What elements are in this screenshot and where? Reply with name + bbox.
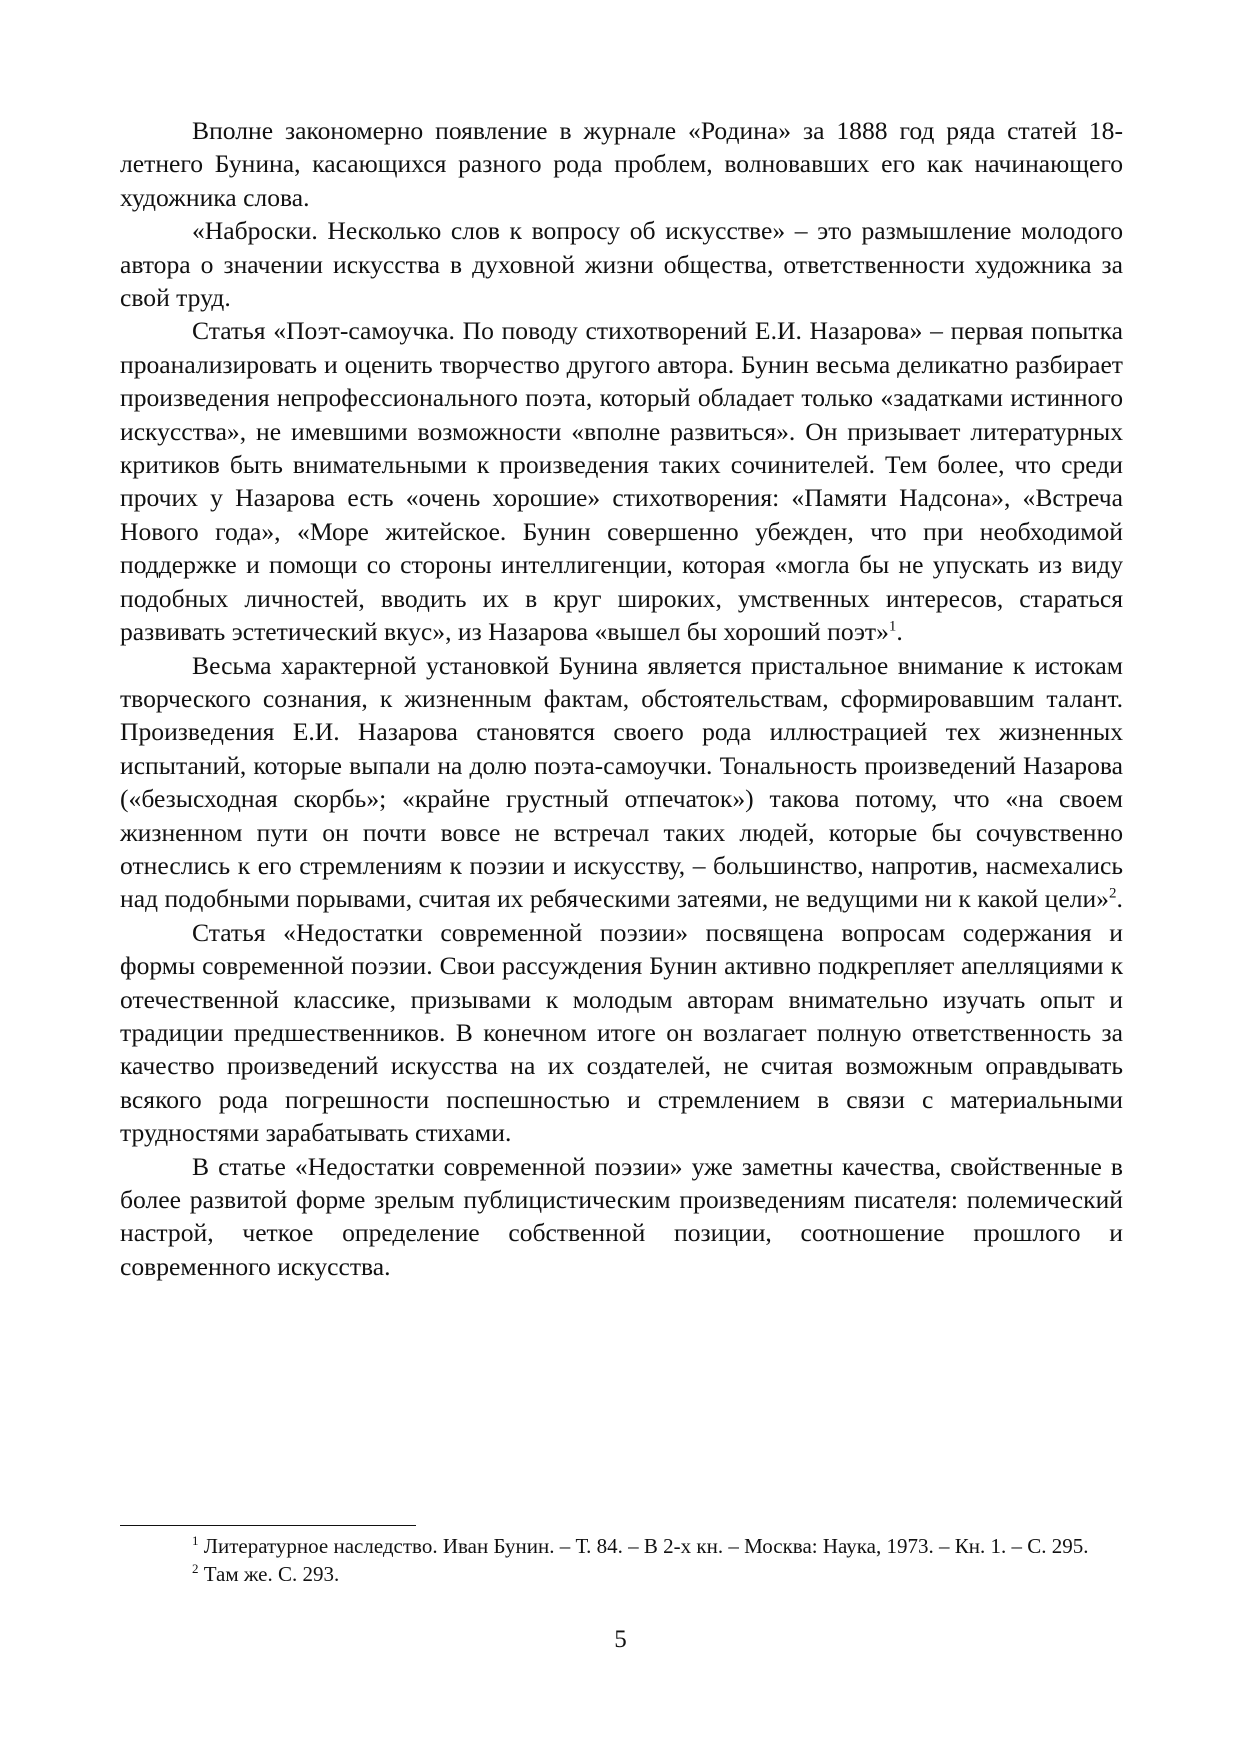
footnote-text: Там же. С. 293. [203, 1562, 340, 1586]
body-text [120, 114, 1123, 1283]
footnote-2 [120, 1560, 1123, 1588]
paragraph-2 [120, 214, 1123, 314]
paragraph-4 [120, 649, 1123, 916]
paragraph-tail: . [896, 617, 903, 647]
footnote-number: 2 [192, 1561, 199, 1576]
footnote-separator [120, 1525, 416, 1526]
footnote-ref-1[interactable]: 1 [888, 618, 897, 635]
footnote-number: 1 [192, 1533, 199, 1548]
paragraph-text: «Наброски. Несколько слов к вопросу об искусстве» – это размышление молодого автора о значении искусства в духовной жизни общества, ответственности художника за свой труд. [120, 216, 1123, 313]
paragraph-text: Вполне закономерно появление в журнале «Родина» за 1888 год ряда статей 18-летнего Бунина, касающихся разного рода проблем, волновавших его как начинающего художника слова. [120, 116, 1123, 212]
paragraph-3 [120, 314, 1123, 648]
footnotes [120, 1532, 1123, 1588]
paragraph-text: Весьма характерной установкой Бунина является пристальное внимание к истокам творческого сознания, к жизненным фактам, обстоятельствам, сформировавшим талант. Произведения Е.И. Назарова становятся своего рода иллюстрацией тех жизненных испытаний, которые выпали на долю поэта-самоучки. Тональность произведений Назарова («безысходная скорбь»; «крайне грустный отпечаток») такова потому, что «на своем жизненном пути он почти вовсе не встречал таких людей, которые бы сочувственно отнеслись к его стремлениям к поэзии и искусству, – большинство, напротив, насмехались над подобными порывами, считая их ребяческими затеями, не ведущими ни к какой цели» [120, 650, 1123, 914]
page-number: 5 [614, 1626, 627, 1653]
paragraph-text: В статье «Недостатки современной поэзии» уже заметны качества, свойственные в более развитой форме зрелым публицистическим произведениям писателя: полемический настрой, четкое определение собственной позиции, соотношение прошлого и современного искусства. [120, 1151, 1123, 1281]
paragraph-text: Статья «Недостатки современной поэзии» посвящена вопросам содержания и формы современной поэзии. Свои рассуждения Бунин активно подкрепляет апелляциями к отечественной классике, призывами к молодым авторам внимательно изучать опыт и традиции предшественников. В конечном итоге он возлагает полную ответственность за качество произведений искусства на их создателей, не считая возможным оправдывать всякого рода погрешности поспешностью и стремлением в связи с материальными трудностями зарабатывать стихами. [120, 917, 1123, 1148]
footnote-1 [120, 1532, 1123, 1560]
paragraph-1 [120, 114, 1123, 214]
footnote-ref-2[interactable]: 2 [1108, 885, 1117, 902]
paragraph-text: Статья «Поэт-самоучка. По поводу стихотворений Е.И. Назарова» – первая попытка проанализировать и оценить творчество другого автора. Бунин весьма деликатно разбирает произведения непрофессионального поэта, который обладает только «задатками истинного искусства», не имевшими возможности «вполне развиться». Он призывает литературных критиков быть внимательными к произведения таких сочинителей. Тем более, что среди прочих у Назарова есть «очень хорошие» стихотворения: «Памяти Надсона», «Встреча Нового года», «Море житейское. Бунин совершенно убежден, что при необходимой поддержке и помощи со стороны интеллигенции, которая «могла бы не упускать из виду подобных личностей, вводить их в круг широких, умственных интересов, стараться развивать эстетический вкус», из Назарова «вышел бы хороший поэт» [120, 316, 1123, 647]
paragraph-tail: . [1116, 884, 1123, 914]
footnote-text: Литературное наследство. Иван Бунин. – Т. 84. – В 2-х кн. – Москва: Наука, 1973. – Кн. 1. – С. 295. [203, 1534, 1089, 1558]
paragraph-5 [120, 916, 1123, 1150]
paragraph-6 [120, 1150, 1123, 1284]
